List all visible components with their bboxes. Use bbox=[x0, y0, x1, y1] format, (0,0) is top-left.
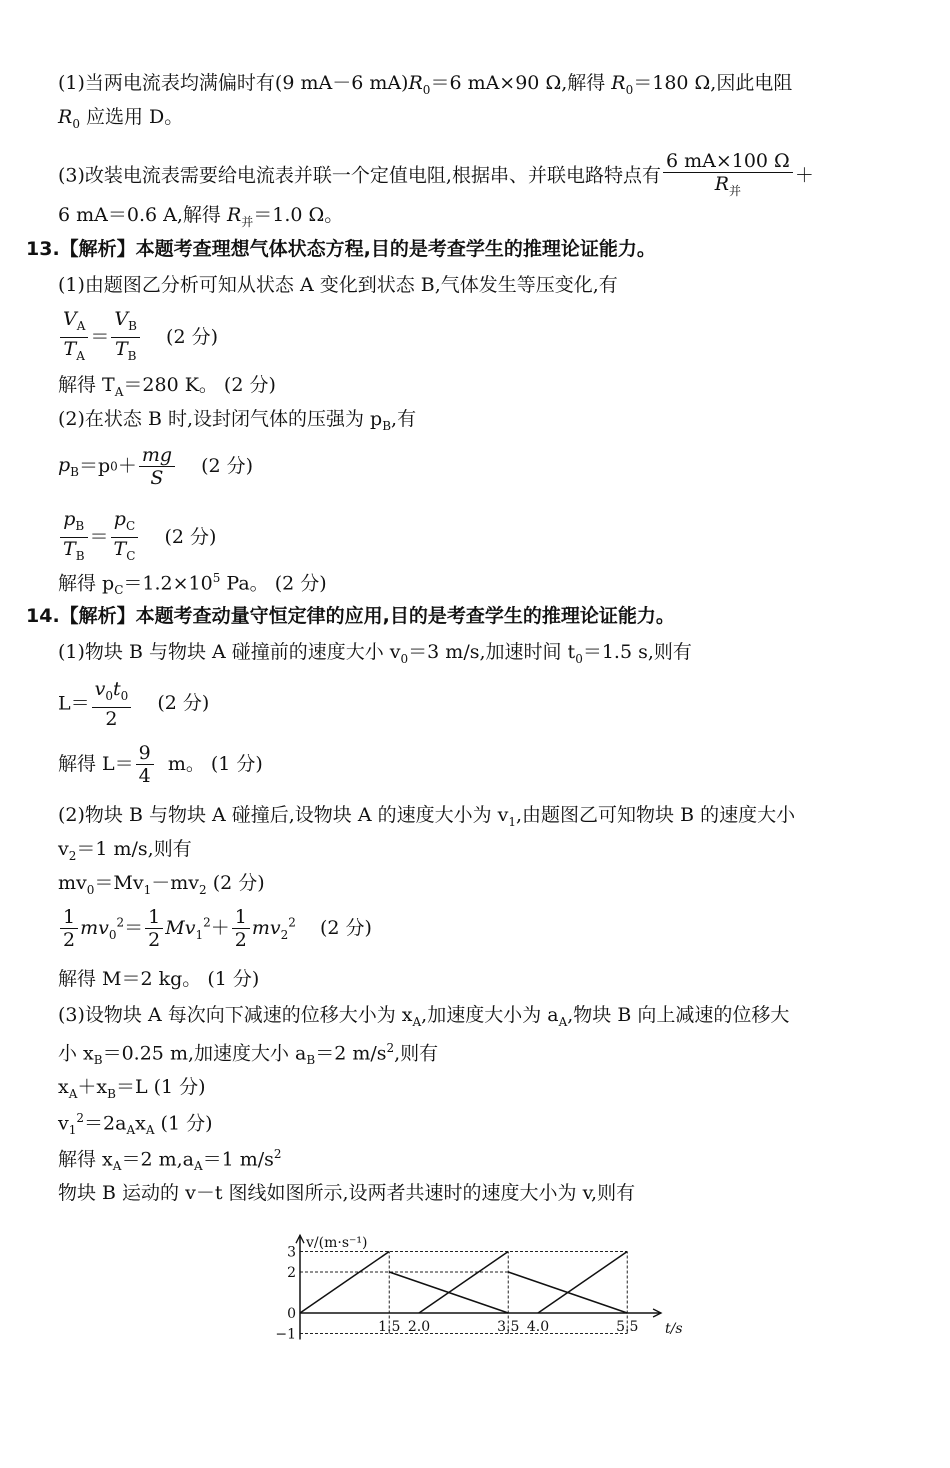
score: (2 分) bbox=[157, 692, 210, 715]
answer-line: (1)当两电流表均满偏时有(9 mA－6 $mA)R_0=6$ mA×90 Ω,解得 $R_0=180$ Ω,因此电阻 bbox=[58, 72, 793, 97]
x-tick-label: 1.5 bbox=[378, 1319, 401, 1335]
x-tick-label: 3.5 bbox=[497, 1319, 520, 1335]
text: ＝6 mA×90 Ω,解得 bbox=[430, 72, 612, 94]
answer-line: (2)物块 B 与物块 A 碰撞后,设物块 A 的速度大小为 $v_1$,由题图乙可知物块 B 的速度大小 bbox=[58, 804, 796, 829]
equation: 解得 L＝ $\frac{9}{4}$ m。 (1 分) bbox=[58, 742, 263, 787]
text: 解得 T bbox=[58, 374, 115, 396]
question-14-heading: 14.【解析】本题考查动量守恒定律的应用,目的是考查学生的推理论证能力。 bbox=[26, 605, 675, 627]
text: 解得 p bbox=[58, 572, 115, 595]
answer-line: (1)物块 B 与物块 A 碰撞前的速度大小 $v_0=3$ m/s,加速时间 $t_0=1.5$ s,则有 bbox=[58, 641, 692, 666]
answer-line: 解得 $p_C=1.2\times 10^5$ Pa。 (2 分) bbox=[58, 571, 327, 598]
answer-line: (1)由题图乙分析可知从状态 A 变化到状态 B,气体发生等压变化,有 bbox=[58, 274, 618, 296]
score: (2 分) bbox=[166, 325, 218, 348]
text: ＝1.0 Ω。 bbox=[253, 204, 344, 226]
equation: $v_1^2=2a_Ax_A$ (1 分) bbox=[58, 1111, 213, 1138]
text: Pa。 (2 分) bbox=[220, 572, 327, 595]
data-lines bbox=[300, 1252, 627, 1314]
answer-line: 小 $x_B=0.25$ m,加速度大小 $a_B=2$ $m/s^2$,则有 bbox=[58, 1041, 439, 1068]
score: (2 分) bbox=[319, 917, 372, 939]
score: (2 分) bbox=[201, 455, 254, 477]
text: (1)当两电流表均满偏时有(9 mA－6 mA) bbox=[58, 72, 409, 94]
y-axis-label: v/(m·s⁻¹) bbox=[306, 1235, 368, 1252]
equation: L＝ $\frac{v_0t_0}{2}$ (2 分) bbox=[58, 678, 210, 730]
answer-line: $R_0$ 应选用 D。 bbox=[58, 106, 184, 131]
answer-line: $v_2=1$ m/s,则有 bbox=[58, 838, 192, 863]
answer-line: (2)在状态 B 时,设封闭气体的压强为 $p_B$,有 bbox=[58, 408, 417, 433]
series-line bbox=[538, 1252, 627, 1314]
text: ＋ bbox=[794, 164, 814, 187]
series-line bbox=[300, 1252, 389, 1314]
equation: $mv_0=Mv_1-mv_2$ (2 分) bbox=[58, 872, 265, 897]
text: 6 mA＝0.6 A,解得 bbox=[58, 204, 227, 226]
x-tick-label: 4.0 bbox=[526, 1319, 550, 1335]
series-line bbox=[419, 1252, 508, 1314]
equation: $\frac{1}{2}$ $mv_0^2=$ $\frac{1}{2}$ $Mv_1^2+$ $\frac{1}{2}$ $mv_2^2$ (2 分) bbox=[58, 906, 372, 951]
x-axis-label: t/s bbox=[665, 1321, 683, 1337]
text: ＝180 Ω,因此电阻 bbox=[633, 72, 793, 94]
score: (2 分) bbox=[164, 525, 217, 548]
y-tick-label: 0 bbox=[287, 1306, 296, 1322]
equation: $\frac{p_B}{T_B}$ ＝ $\frac{p_C}{T_C}$ (2 分) bbox=[58, 508, 216, 567]
guide-lines bbox=[300, 1252, 627, 1334]
equation: $x_A+x_B=L$ (1 分) bbox=[58, 1076, 206, 1101]
text: (3)改装电流表需要给电流表并联一个定值电阻,根据串、并联电路特点有 bbox=[58, 164, 661, 187]
answer-line: 解得 $T_A=280$ K。 (2 分) bbox=[58, 374, 276, 399]
text: (2)在状态 B 时,设封闭气体的压强为 p bbox=[58, 408, 383, 430]
text: 应选用 D。 bbox=[86, 106, 184, 128]
v-t-chart bbox=[268, 1215, 688, 1355]
x-tick-label: 2.0 bbox=[407, 1319, 431, 1335]
equation: $p_B=p0+$ $\frac{mg}{S}$ (2 分) bbox=[58, 444, 254, 489]
answer-line: (3)设物块 A 每次向下减速的位移大小为 $x_A$,加速度大小为 $a_A$,物块 B 向上减速的位移大 bbox=[58, 1004, 790, 1029]
answer-line: 物块 B 运动的 v－t 图线如图所示,设两者共速时的速度大小为 v,则有 bbox=[58, 1182, 636, 1204]
y-tick-label: 2 bbox=[287, 1265, 296, 1281]
fraction: $\frac{6 mA\times 100 \Omega}{R_并}$ bbox=[663, 150, 793, 202]
answer-line bbox=[58, 150, 814, 202]
answer-line: 6 mA＝0.6 A,解得 $R_并=1.0$ Ω。 bbox=[58, 204, 344, 229]
y-tick-label: −1 bbox=[275, 1326, 296, 1343]
text: ＝280 K。 (2 分) bbox=[123, 374, 276, 396]
question-13-heading: 13.【解析】本题考查理想气体状态方程,目的是考查学生的推理论证能力。 bbox=[26, 238, 656, 260]
equation: $\frac{V_A}{T_A}$ ＝ $\frac{V_B}{T_B}$ (2 分) bbox=[58, 308, 218, 367]
text: ＝1.2×10 bbox=[123, 572, 213, 595]
y-tick-label: 3 bbox=[287, 1244, 296, 1261]
x-tick-label: 5.5 bbox=[616, 1319, 639, 1335]
answer-line: 解得 $x_A=2$ $m,a_A=1$ $m/s^2$ bbox=[58, 1147, 282, 1174]
answer-line: 解得 M＝2 kg。 (1 分) bbox=[58, 968, 260, 990]
text: ,有 bbox=[391, 408, 417, 430]
